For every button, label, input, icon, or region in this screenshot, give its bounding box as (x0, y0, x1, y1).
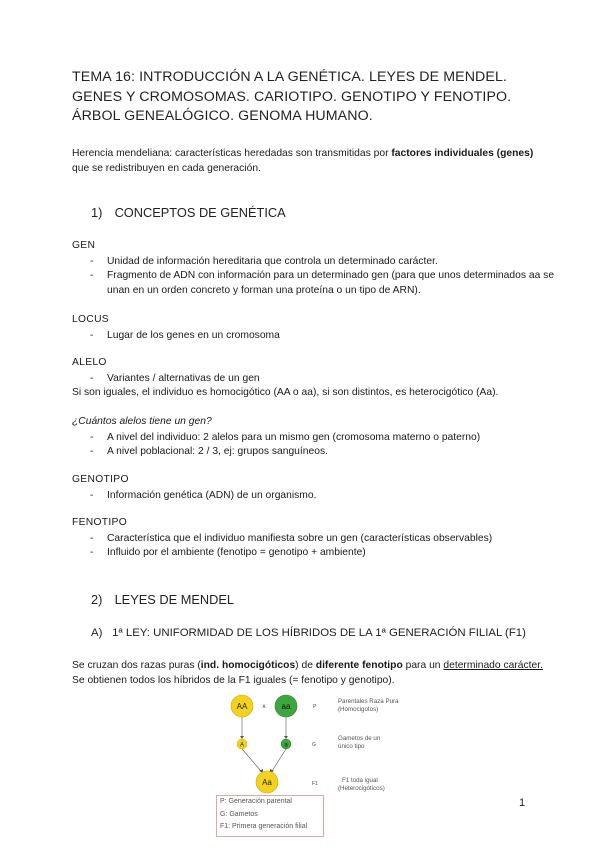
legend-item-g: G: Gametos (220, 810, 258, 818)
diagram-legend (216, 795, 324, 837)
child-hybrid-label: Aa (262, 778, 272, 787)
law1-paragraph: Se cruzan dos razas puras (ind. homocigóticos) de diferente fenotipo para un determinado carácter. (72, 660, 543, 671)
list-item: - Lugar de los genes en un cromosoma (90, 330, 280, 341)
row-label-g: G (312, 742, 316, 748)
cross-symbol: x (262, 704, 266, 710)
list-item: - Influido por el ambiente (fenotipo = genotipo + ambiente) (90, 547, 366, 558)
note-p-line-2: (Homocigotos) (338, 706, 379, 713)
note-g-line-1: Gametos de un (338, 735, 381, 742)
list-item: - Fragmento de ADN con información para un determinado gen (para que unos determinados aa se unan en un orden concreto y forman una proteína o un tipo de ARN). (90, 270, 555, 296)
note-g-line-2: único tipo (338, 743, 365, 750)
title-line-3: ÁRBOL GENEALÓGICO. GENOMA HUMANO. (72, 108, 373, 124)
list-item: - A nivel poblacional: 2 / 3, ej: grupos sanguíneos. (90, 446, 328, 457)
note-f1-line-1: F1 toda igual (342, 777, 378, 784)
gamete-dominant-label: A (239, 742, 245, 749)
note-p-line-1: Parentales Raza Pura (338, 698, 399, 705)
term-gen: GEN (72, 240, 96, 251)
term-alelo: ALELO (72, 357, 107, 368)
alelo-note: Si son iguales, el individuo es homocigótico (AA o aa), si son distintos, es heterocigótico (Aa). (72, 387, 499, 398)
page-number: 1 (519, 797, 526, 809)
list-item: - Variantes / alternativas de un gen (90, 373, 260, 384)
list-item: - A nivel del individuo: 2 alelos para un mismo gen (cromosoma materno o paterno) (90, 432, 481, 443)
list-item: - Característica que el individuo manifiesta sobre un gen (características observables) (90, 533, 493, 544)
term-locus: LOCUS (72, 314, 109, 325)
intro-bold: factores individuales (genes) (391, 148, 534, 159)
row-label-p: P (313, 704, 317, 710)
section-heading-2: 2) LEYES DE MENDEL (91, 592, 235, 607)
law1-line-2: Se obtienen todos los híbridos de la F1 iguales (= fenotipo y genotipo). (72, 675, 395, 686)
question-text: ¿Cuántos alelos tiene un gen? (72, 416, 212, 427)
section-heading-1: 1) CONCEPTOS DE GENÉTICA (91, 205, 286, 220)
term-genotipo: GENOTIPO (72, 474, 129, 485)
row-label-f1: F1 (312, 781, 318, 787)
parent-dominant-label: AA (236, 702, 248, 711)
title-line-2: GENES Y CROMOSOMAS. CARIOTIPO. GENOTIPO Y FENOTIPO. (72, 88, 512, 105)
legend-item-p: P: Generación parental (220, 798, 292, 805)
document-title (72, 68, 542, 127)
gamete-recessive-label: a (284, 742, 288, 749)
subsection-heading-a: A) 1ª LEY: UNIFORMIDAD DE LOS HÍBRIDOS DE LA 1ª GENERACIÓN FILIAL (F1) (91, 627, 526, 639)
legend-item-f1: F1: Primera generación filial (220, 823, 308, 830)
list-item: - Unidad de información hereditaria que controla un determinado carácter. (90, 256, 438, 267)
list-item: - Información genética (ADN) de un organismo. (90, 490, 317, 501)
intro-paragraph: Herencia mendeliana: características heredadas son transmitidas por factores individuales (genes) que se redistribuyen en cada generación. (72, 148, 534, 174)
note-f1-line-2: (Heterocigóticos) (338, 785, 385, 792)
title-line-1: TEMA 16: INTRODUCCIÓN A LA GENÉTICA. LEYES DE MENDEL. (72, 69, 507, 85)
term-fenotipo: FENOTIPO (72, 517, 128, 528)
parent-recessive-label: aa (281, 702, 291, 711)
